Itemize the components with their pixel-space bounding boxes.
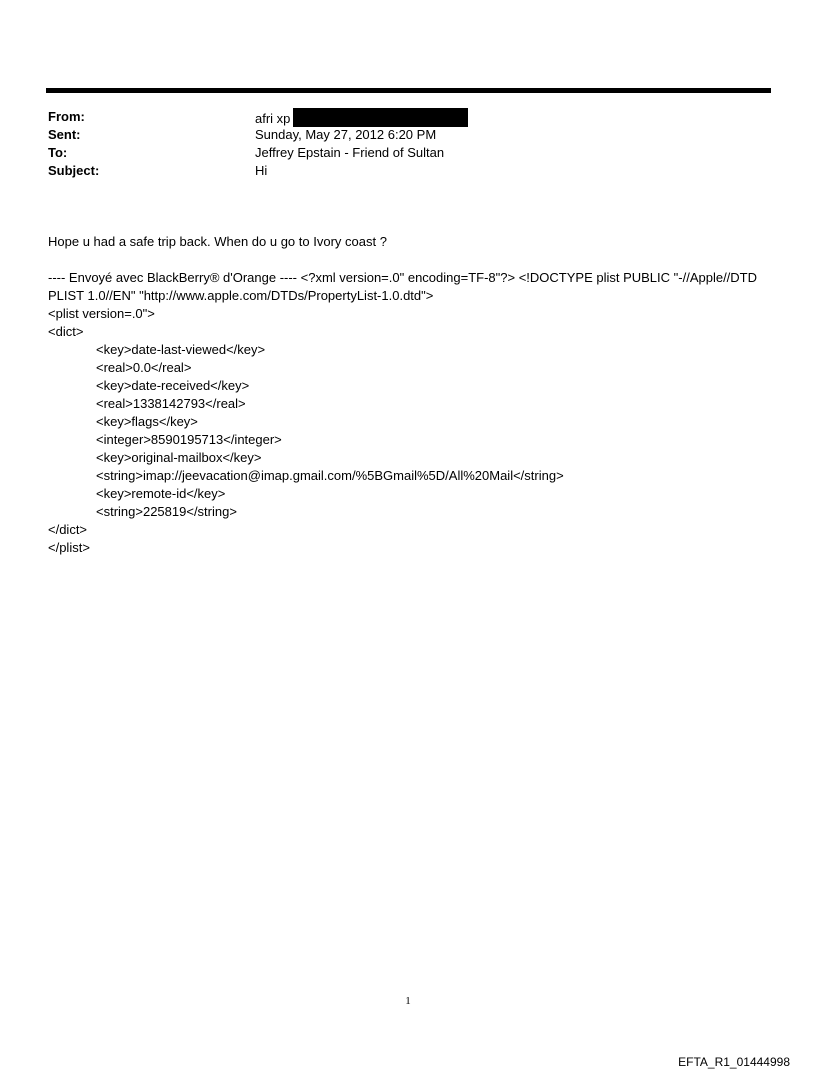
- page-number: 1: [405, 995, 411, 1007]
- plist-close-tag: </plist>: [48, 540, 90, 555]
- paragraph-gap: [48, 251, 773, 269]
- dict-open-tag: <dict>: [48, 324, 84, 339]
- to-value: Jeffrey Epstain - Friend of Sultan: [255, 145, 445, 160]
- greeting-line: Hope u had a safe trip back. When do u go to Ivory coast ?: [48, 234, 387, 249]
- dict-entry-line: <key>date-received</key>: [96, 378, 250, 393]
- dict-entry-line: <key>remote-id</key>: [96, 486, 226, 501]
- to-row: [48, 144, 748, 162]
- plist-open-tag: <plist version=.0">: [48, 306, 155, 321]
- subject-value: Hi: [255, 163, 268, 178]
- dict-entry-line: <real>0.0</real>: [96, 360, 192, 375]
- dict-entry-line: <key>flags</key>: [96, 414, 198, 429]
- from-name: afri xp: [255, 111, 291, 126]
- from-value: [255, 108, 468, 128]
- dict-entry-line: <key>date-last-viewed</key>: [96, 342, 266, 357]
- email-body: [48, 233, 773, 557]
- sent-row: [48, 126, 748, 144]
- dict-entry-line: <string>225819</string>: [96, 504, 237, 519]
- from-label: From:: [48, 109, 85, 124]
- dict-entry-line: <real>1338142793</real>: [96, 396, 246, 411]
- subject-label: Subject:: [48, 163, 100, 178]
- subject-row: [48, 162, 748, 180]
- to-label: To:: [48, 145, 68, 160]
- dict-entry-line: <string>imap://jeevacation@imap.gmail.com/%5BGmail%5D/All%20Mail</string>: [96, 468, 564, 483]
- document-id: EFTA_R1_01444998: [678, 1055, 790, 1069]
- redaction-box: [293, 108, 468, 127]
- email-header: [48, 108, 748, 180]
- dict-entry-line: <key>original-mailbox</key>: [96, 450, 262, 465]
- header-divider: [46, 88, 771, 93]
- sent-value: Sunday, May 27, 2012 6:20 PM: [255, 127, 437, 142]
- dict-entry-line: <integer>8590195713</integer>: [96, 432, 282, 447]
- dict-entries: [48, 341, 773, 521]
- signature-line: ---- Envoyé avec BlackBerry® d'Orange ---- <?xml version=.0" encoding=TF-8"?> <!DOCTYPE plist PUBLIC "-//Apple//DTD PLIST 1.0//EN" "http://www.apple.com/DTDs/PropertyList-1.0.dtd">: [48, 270, 758, 303]
- from-row: [48, 108, 748, 126]
- dict-close-tag: </dict>: [48, 522, 88, 537]
- sent-label: Sent:: [48, 127, 81, 142]
